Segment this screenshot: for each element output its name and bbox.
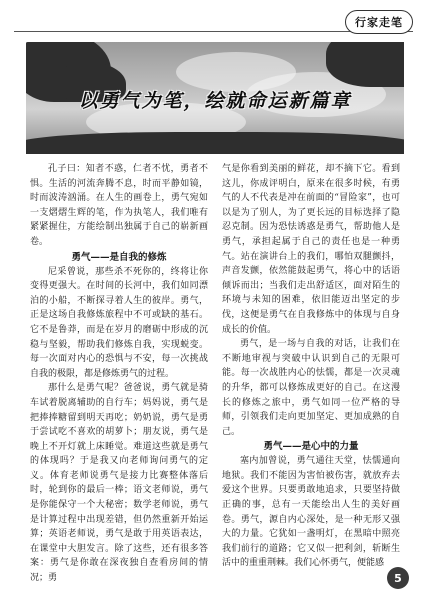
column-label-badge: [345, 10, 413, 34]
page-number: 5: [394, 571, 402, 585]
left-column: [30, 162, 208, 582]
right-column: [222, 162, 400, 582]
ground-silhouette: [26, 132, 404, 154]
paragraph: 塞内加曾说，勇气通往天堂，怯懦通向地狱。我们不能因为害怕被伤害，就放弃去爱这个世界。只要勇敢地追求，只要坚持做正确的事，总有一天能绘出人生的美好画卷。勇气，源自内心深处，是一种无形又强大的力量。它犹如一盏明灯，在黑暗中照亮我们前行的道路；它又似一把利剑，斩断生活中的重重荆棘。我们心怀勇气，便能感: [222, 456, 400, 569]
article-title: 以勇气为笔，绘就命运新篇章: [78, 90, 352, 112]
column-label: 行家走笔: [355, 16, 403, 29]
page-number-badge: [387, 567, 409, 589]
section-heading: 勇气——是心中的力量: [263, 441, 359, 453]
section-heading: 勇气——是自我的修炼: [71, 251, 167, 263]
paragraph: 勇气，是一场与自我的对话，让我们在不断地审视与突破中认识到自己的无限可能。每一次战胜内心的怯懦，都是一次灵魂的升华，都可以修炼成更好的自己。在这漫长的修炼之旅中，勇气如同一位严格的导师，引领我们走向更加坚定、更加成熟的自己。: [222, 339, 400, 437]
title-banner-image: [26, 42, 404, 154]
paragraph: 那什么是勇气呢？爸爸说，勇气就是骑车试着脱离辅助的自行车；妈妈说，勇气是把捧捧糖留到明天再吃；奶奶说，勇气是勇于尝试吃不喜欢的胡萝卜；朋友说，勇气是晚上不开灯就上床睡觉。难道这些就是勇气的体现吗？于是我又向老师询问勇气的定义。体育老师说勇气是接力比赛整体落后时，轮到你的最后一棒；语文老师说，勇气是你能保守一个大秘密；数学老师说，勇气是计算过程中出现差错，但仍然重新开始运算；英语老师说，勇气是敢于用英语表达，在课堂中大胆发言。除了这些，还有很多答案：勇气是你敢在深夜独自查看房间的情况；勇: [30, 383, 208, 584]
paragraph: 气是你看到美丽的鲜花，却不摘下它。看到这儿，你成评明白，原来在很多时候，有勇气的人不代表是冲在前面的“冒险家”，也可以是为了别人，为了更长远的目标选择了隐忍克制。因为恐怯诱惑是勇气，帮助他人是勇气，承担起属于自己的责任也是一种勇气。站在演讲台上的我们，哪怕双腿颤抖，声音发颤，依然能鼓起勇气，将心中的话语倾诉而出；当我们走出舒适区，面对陌生的环境与未知的困难，依旧能迈出坚定的步伐，这便是勇气在自我修炼中的体现与自身成长的价值。: [222, 164, 400, 335]
paragraph: 尼采曾说，那些杀不死你的，终将让你变得更强大。在时间的长河中，我们如同漂泊的小船，不断探寻着人生的彼岸。勇气，正是这场自我修炼旅程中不可或缺的基石。它不是鲁莽，而是在岁月的磨砺中形成的沉稳与坚毅，帮助我们修炼自我，实现蜕变。每一次面对内心的恐惧与不安，每一次挑战自我的极限，都是修炼勇气的过程。: [30, 266, 208, 379]
paragraph: 孔子曰：知者不惑，仁者不忧，勇者不惧。生活的河流奔腾不息，时而平静如镜，时而波涛汹涌。在人生的画卷上，勇气宛如一支熠熠生辉的笔，作为执笔人，我们唯有紧紧握住，方能绘制出独属于自己的崭新画卷。: [30, 164, 208, 247]
article-body: [30, 162, 400, 582]
